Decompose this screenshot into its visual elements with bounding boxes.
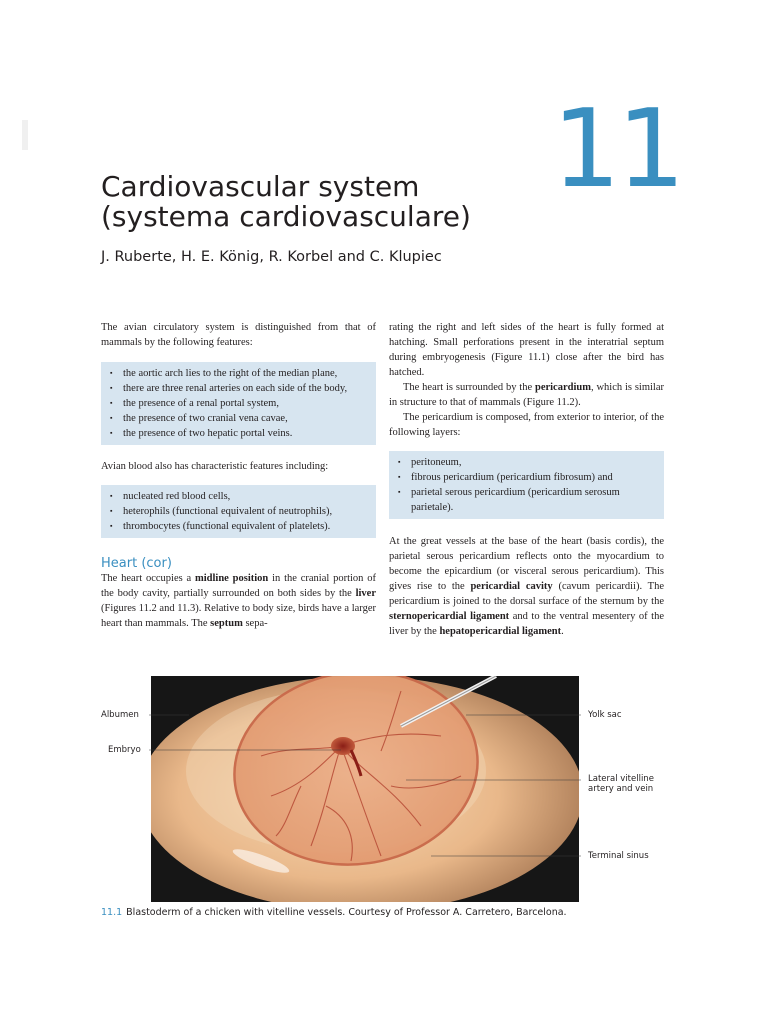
section-heading-heart: Heart (cor) <box>101 556 172 571</box>
list-item: ▪ peritoneum, <box>395 455 656 470</box>
label-yolk-sac: Yolk sac <box>588 710 622 720</box>
list-item: ▪ the presence of two cranial vena cavae, <box>107 411 368 426</box>
layers-box <box>389 451 664 519</box>
label-lateral-vitelline: Lateral vitelline artery and vein <box>588 774 654 794</box>
figure <box>101 676 681 906</box>
side-mark <box>22 120 28 150</box>
figure-caption-text: Blastoderm of a chicken with vitelline vessels. Courtesy of Professor A. Carretero, Barcelona. <box>126 907 567 918</box>
label-embryo: Embryo <box>108 745 141 755</box>
features-list <box>107 366 368 441</box>
list-item: ▪ the aortic arch lies to the right of the median plane, <box>107 366 368 381</box>
figure-number: 11.1 <box>101 907 123 918</box>
left-column <box>101 320 376 631</box>
chapter-title <box>101 172 471 232</box>
label-albumen: Albumen <box>101 710 139 720</box>
list-item: ▪ nucleated red blood cells, <box>107 489 368 504</box>
chapter-title-line2: (systema cardiovasculare) <box>101 200 471 233</box>
features-box <box>101 362 376 445</box>
list-item: ▪ thrombocytes (functional equivalent of platelets). <box>107 519 368 534</box>
right-column <box>389 320 664 639</box>
blood-intro-paragraph: Avian blood also has characteristic features including: <box>101 461 329 472</box>
pericardium-paragraph: The heart is surrounded by the pericardium, which is similar in structure to that of mammals (Figure 11.2). <box>389 382 664 408</box>
list-item: ▪ heterophils (functional equivalent of neutrophils), <box>107 504 368 519</box>
list-item: ▪ the presence of a renal portal system, <box>107 396 368 411</box>
layers-list <box>395 455 656 515</box>
heart-paragraph: The heart occupies a midline position in the cranial portion of the body cavity, partially surrounded on both sides by the liver (Figures 11.2 and 11.3). Relative to body size, birds have a larger heart than mammals. The septum sepa- <box>101 573 377 629</box>
layers-intro-paragraph: The pericardium is composed, from exterior to interior, of the following layers: <box>389 412 664 438</box>
blood-features-box <box>101 485 376 538</box>
chapter-number: 11 <box>552 87 682 212</box>
list-item: ▪ the presence of two hepatic portal veins. <box>107 426 368 441</box>
chapter-title-line1: Cardiovascular system <box>101 170 420 203</box>
chapter-authors: J. Ruberte, H. E. König, R. Korbel and C. Klupiec <box>101 249 442 265</box>
intro-paragraph: The avian circulatory system is distinguished from that of mammals by the following features: <box>101 322 376 348</box>
label-terminal-sinus: Terminal sinus <box>588 851 649 861</box>
list-item: ▪ there are three renal arteries on each side of the body, <box>107 381 368 396</box>
continued-paragraph: rating the right and left sides of the heart is fully formed at hatching. Small perforations present in the interatrial septum during embryogenesis (Figure 11.1) close after the bird has hatched. <box>389 322 664 378</box>
blood-features-list <box>107 489 368 534</box>
great-vessels-paragraph: At the great vessels at the base of the heart (basis cordis), the parietal serous pericardium reflects onto the myocardium to become the epicardium (or visceral serous pericardium). This gives rise to the pericardial cavity (cavum pericardii). The pericardium is joined to the dorsal surface of the sternum by the sternopericardial ligament and to the ventral mesentery of the liver by the hepatopericardial ligament. <box>389 536 664 637</box>
figure-caption <box>101 907 567 918</box>
list-item: ▪ parietal serous pericardium (pericardium serosum parietale). <box>395 485 656 515</box>
list-item: ▪ fibrous pericardium (pericardium fibrosum) and <box>395 470 656 485</box>
